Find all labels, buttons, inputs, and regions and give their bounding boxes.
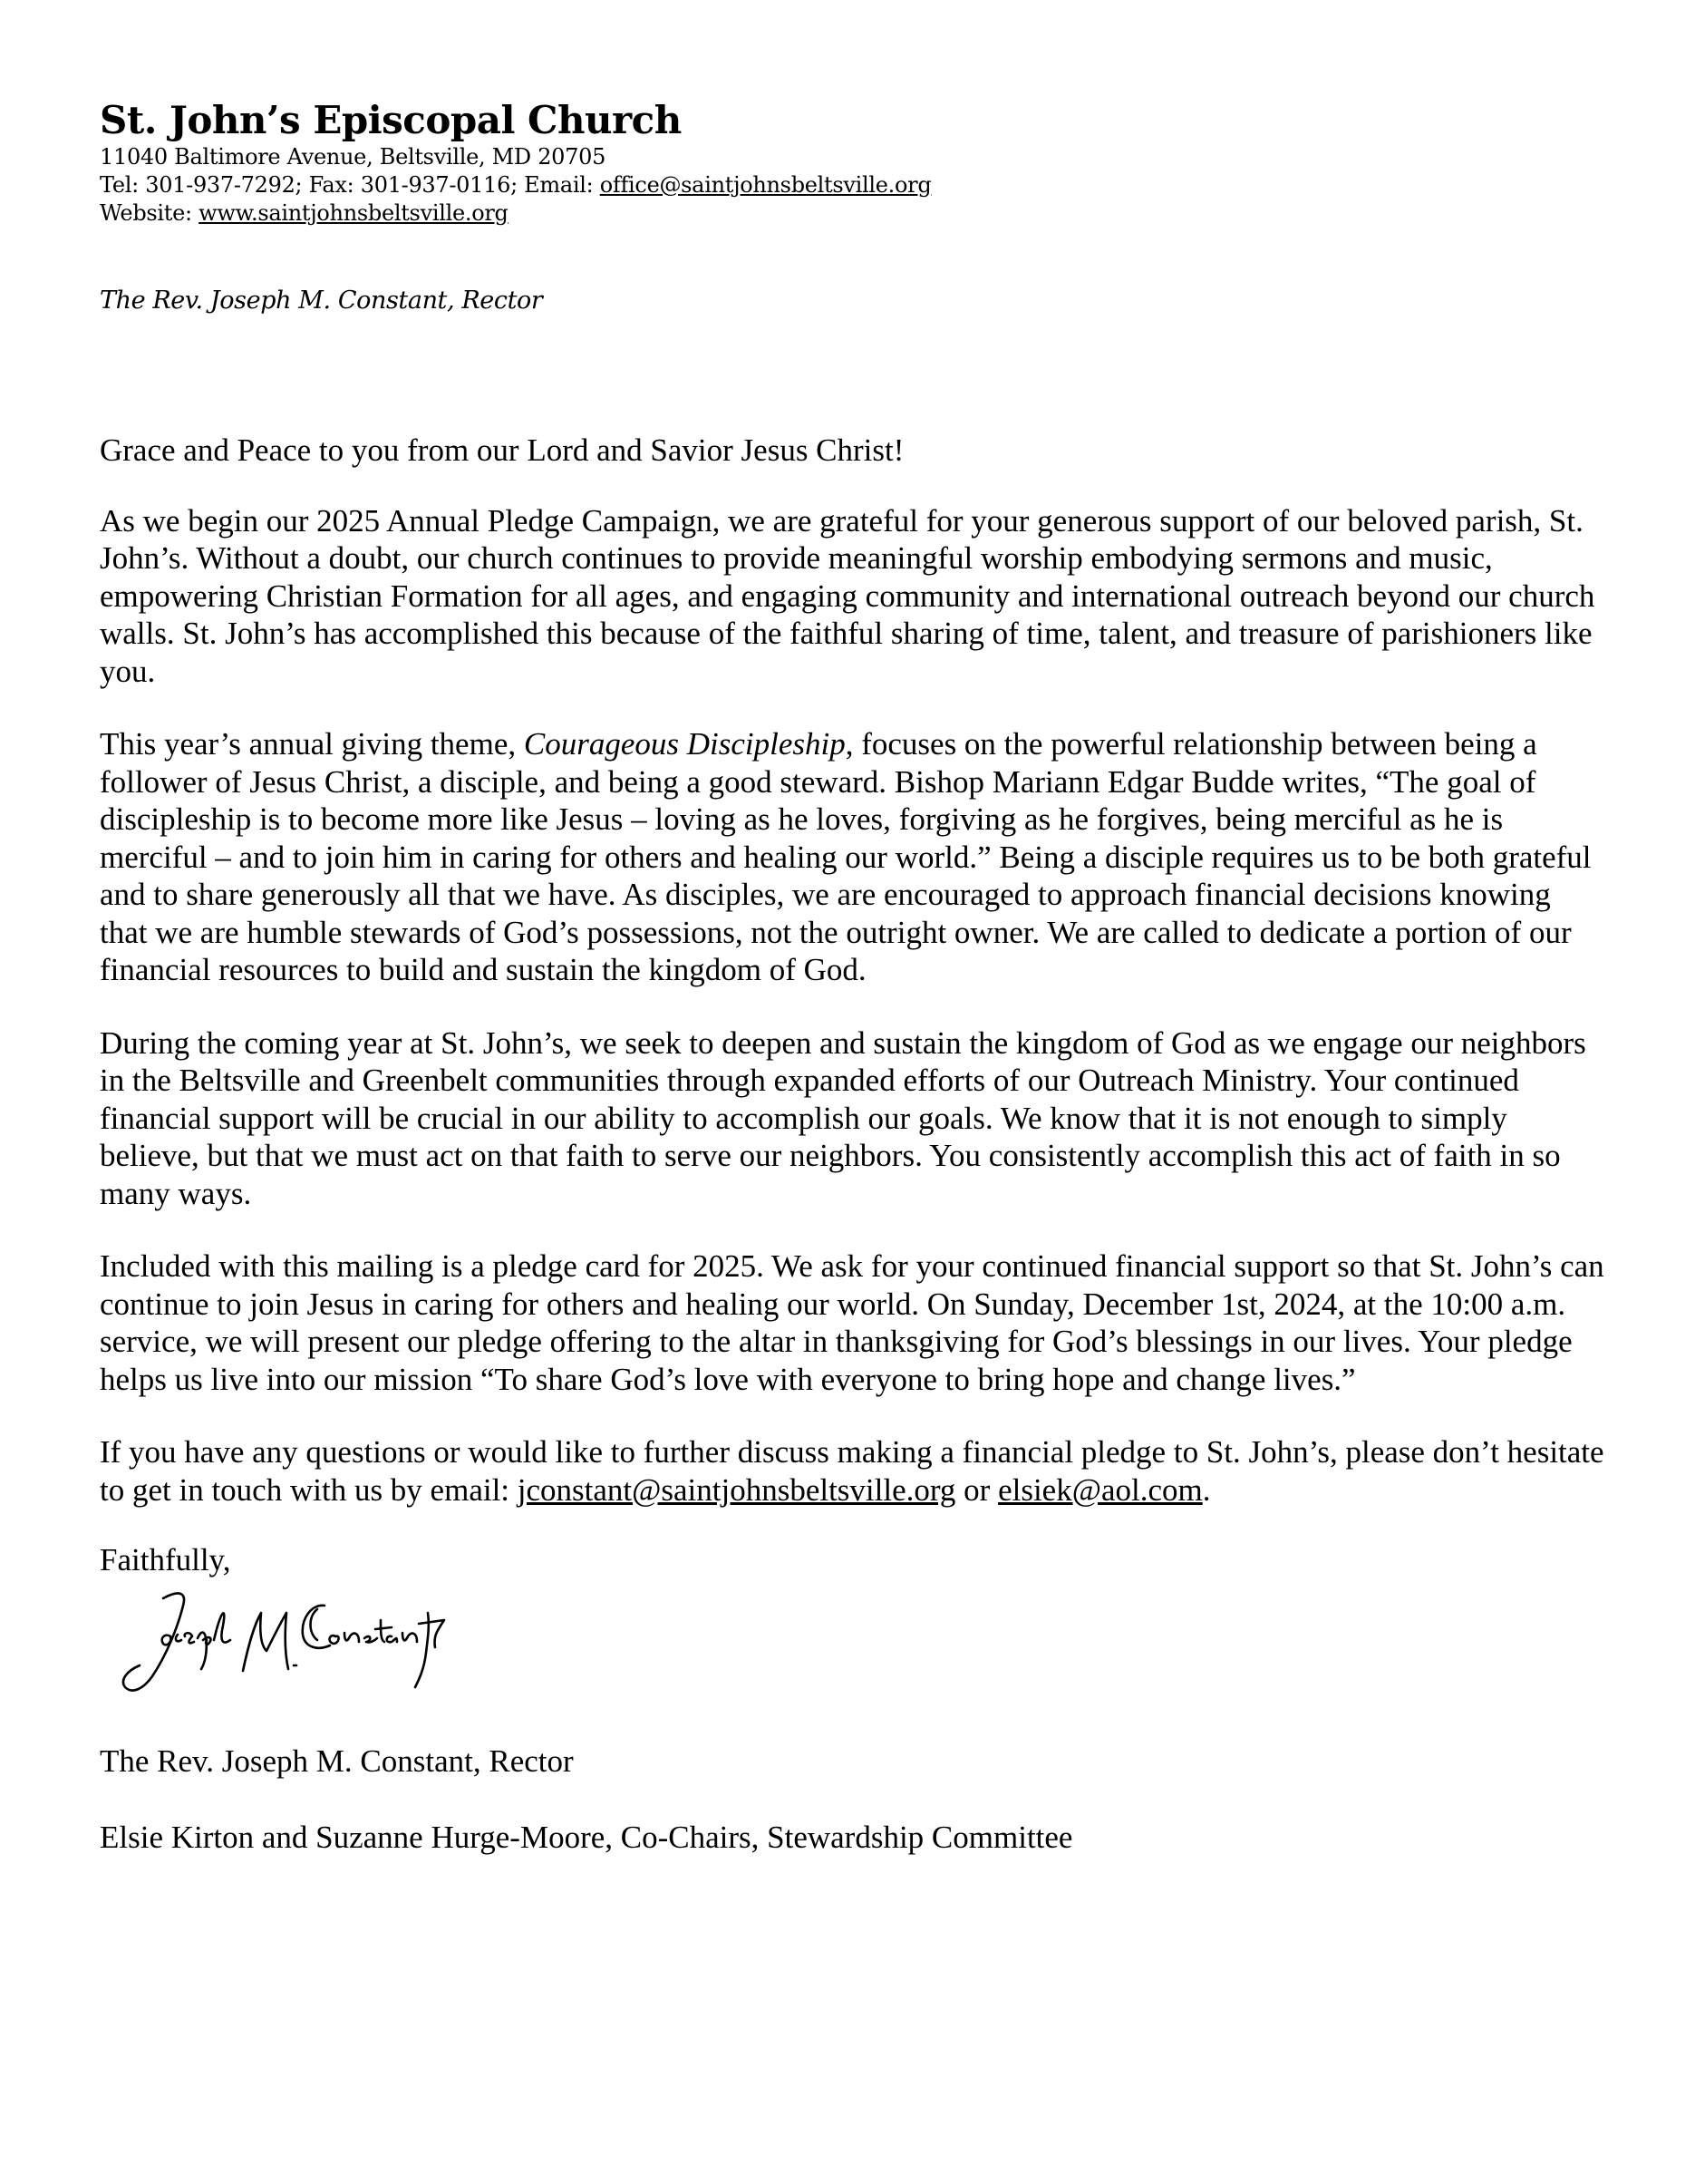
church-name: St. John’s Episcopal Church — [100, 98, 682, 142]
church-address: 11040 Baltimore Avenue, Beltsville, MD 20705 — [100, 144, 606, 170]
signature-image — [107, 1582, 515, 1700]
theme-title: Courageous Discipleship — [523, 726, 846, 762]
paragraph-1: As we begin our 2025 Annual Pledge Campaign, we are grateful for your generous support of our beloved parish, St. John’s. Without a doubt, our church continues to provide meaningful worship embodying sermons and music, empowering Christian Formation for all ages, and engaging community and international outreach beyond our church walls. St. John’s has accomplished this because of the faithful sharing of time, talent, and treasure of parishioners like you. — [100, 502, 1595, 689]
rector-email-link[interactable]: jconstant@saintjohnsbeltsville.org — [517, 1471, 956, 1508]
paragraph-5-end: . — [1202, 1471, 1211, 1508]
contact-line — [100, 171, 1459, 199]
website-link[interactable]: www.saintjohnsbeltsville.org — [199, 200, 508, 226]
paragraph-3: During the coming year at St. John’s, we seek to deepen and sustain the kingdom of God as we engage our neighbors in the Beltsville and Greenbelt communities through expanded efforts of our Outreach Ministry. Your continued financial support will be crucial in our ability to accomplish our goals. We know that it is not enough to simply believe, but that we must act on that faith to serve our neighbors. You consistently accomplish this act of faith in so many ways. — [100, 1024, 1586, 1211]
signature-name: The Rev. Joseph M. Constant, Rector — [100, 1743, 574, 1779]
contact-phone-fax: Tel: 301-937-7292; Fax: 301-937-0116; Email: — [100, 172, 600, 198]
paragraph-4: Included with this mailing is a pledge card for 2025. We ask for your continued financial support so that St. John’s can continue to join Jesus in caring for others and healing our world. On Sunday, December 1st, 2024, at the 10:00 a.m. service, we will present our pledge offering to the altar in thanksgiving for God’s blessings in our lives. Your pledge helps us live into our mission “To share God’s love with everyone to bring hope and change lives.” — [100, 1248, 1604, 1397]
chair-email-link[interactable]: elsiek@aol.com — [998, 1471, 1203, 1508]
letter-body — [100, 432, 1604, 1544]
paragraph-5 — [100, 1433, 1604, 1509]
paragraph-2-rest: , focuses on the powerful relationship between being a follower of Jesus Christ, a disciple, and being a good steward. Bishop Mariann Edgar Budde writes, “The goal of discipleship is to become more like Jesus – loving as he loves, forgiving as he forgives, being merciful as he is merciful – and to join him in caring for others and healing our world.” Being a disciple requires us to be both grateful and to share generously all that we have. As disciples, we are encouraged to approach financial decisions knowing that we are humble stewards of God’s possessions, not the outright owner. We are called to dedicate a portion of our financial resources to build and sustain the kingdom of God. — [100, 726, 1592, 987]
paragraph-5-text: If you have any questions or would like to further discuss making a financial pledge to St. John’s, please don’t hesitate to get in touch with us by email: — [100, 1434, 1604, 1508]
closing: Faithfully, — [100, 1542, 231, 1577]
office-email-link[interactable]: office@saintjohnsbeltsville.org — [599, 172, 932, 198]
greeting: Grace and Peace to you from our Lord and Savior Jesus Christ! — [100, 432, 905, 468]
letterhead — [100, 98, 1459, 228]
website-line — [100, 199, 1459, 228]
paragraph-2-intro: This year’s annual giving theme, — [100, 726, 524, 762]
paragraph-5-or: or — [955, 1471, 999, 1508]
rector-line: The Rev. Joseph M. Constant, Rector — [100, 286, 543, 315]
committee-signatories: Elsie Kirton and Suzanne Hurge-Moore, Co-Chairs, Stewardship Committee — [100, 1820, 1073, 1855]
paragraph-2 — [100, 725, 1604, 989]
website-label: Website: — [100, 200, 199, 226]
